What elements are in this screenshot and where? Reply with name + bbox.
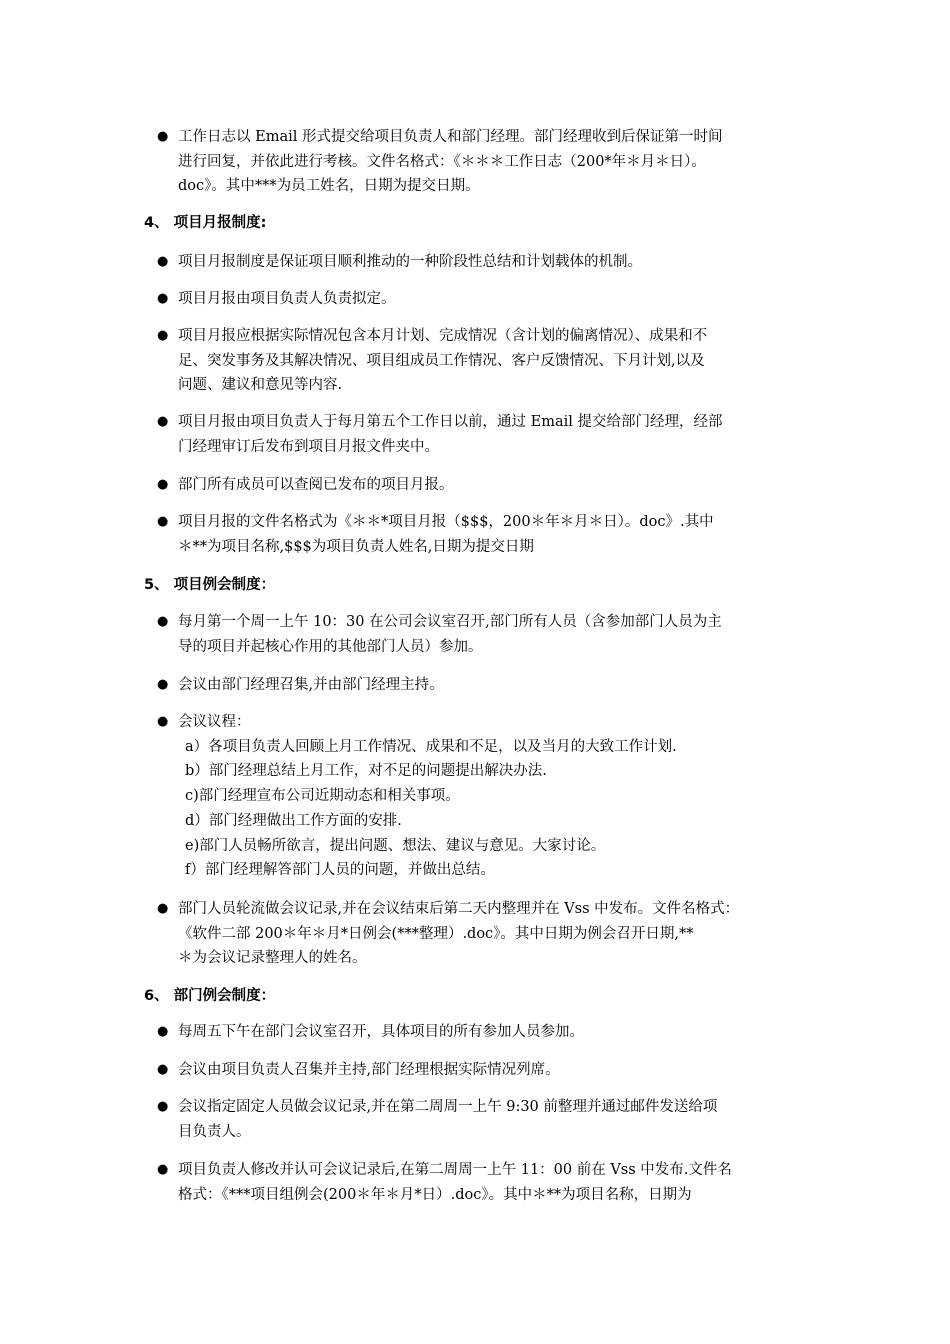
bullet-project-meeting-agenda bbox=[157, 710, 817, 735]
text-line: 足、突发事务及其解决情况、项目组成员工作情况、客户反馈情况、下月计划,以及 bbox=[178, 352, 705, 369]
bullet-dot: ● bbox=[157, 677, 169, 692]
text-line: doc》。其中***为员工姓名，日期为提交日期。 bbox=[178, 178, 480, 194]
bullet-text bbox=[178, 125, 817, 199]
bullet-dot: ● bbox=[157, 1062, 169, 1077]
text-line: 部门所有成员可以查阅已发布的项目月报。 bbox=[178, 477, 454, 493]
bullet-monthly-report-submit bbox=[157, 410, 817, 459]
bullet-dot: ● bbox=[157, 328, 169, 343]
text-line: 每周五下午在部门会议室召开，具体项目的所有参加人员参加。 bbox=[178, 1024, 584, 1040]
bullet-dept-meeting-host bbox=[157, 1058, 817, 1083]
text-line: 项目负责人修改并认可会议记录后,在第二周周一上午 11：00 前在 Vss 中发布.文件名 bbox=[178, 1162, 732, 1178]
bullet-dot: ● bbox=[157, 414, 169, 429]
bullet-dot: ● bbox=[157, 1099, 169, 1114]
bullet-dot: ● bbox=[157, 1024, 169, 1039]
text-line: ＊**为项目名称,$$$为项目负责人姓名,日期为提交日期 bbox=[178, 538, 534, 555]
text-line: 项目月报制度是保证项目顺利推动的一种阶段性总结和计划载体的机制。 bbox=[178, 254, 642, 270]
bullet-dot: ● bbox=[157, 1162, 169, 1177]
text-line: 会议由项目负责人召集并主持,部门经理根据实际情况列席。 bbox=[178, 1062, 560, 1078]
text-line: 《软件二部 200＊年＊月*日例会(***整理）.doc》。其中日期为例会召开日期,** bbox=[178, 925, 694, 942]
agenda-item-b: b）部门经理总结上月工作，对不足的问题提出解决办法. bbox=[185, 763, 547, 779]
bullet-work-log bbox=[157, 125, 817, 199]
bullet-dot: ● bbox=[157, 254, 169, 269]
text-line: 进行回复，并依此进行考核。文件名格式：《＊＊＊工作日志（200*年＊月＊日）。 bbox=[178, 153, 706, 170]
section-heading-5: 5、 项目例会制度： bbox=[144, 577, 276, 593]
bullet-project-meeting-time bbox=[157, 610, 817, 659]
bullet-dot: ● bbox=[157, 129, 169, 144]
bullet-monthly-report-filename bbox=[157, 510, 817, 559]
text-line: 门经理审订后发布到项目月报文件夹中。 bbox=[178, 438, 439, 455]
text-line: 项目月报由项目负责人负责拟定。 bbox=[178, 291, 396, 307]
section-heading-6: 6、 部门例会制度： bbox=[144, 988, 276, 1004]
text-line: 项目月报的文件名格式为《＊＊*项目月报（$$$，200＊年＊月＊日）。doc》.其中 bbox=[178, 514, 714, 530]
bullet-dot: ● bbox=[157, 514, 169, 529]
bullet-project-meeting-host bbox=[157, 673, 817, 698]
text-line: 项目月报应根据实际情况包含本月计划、完成情况（含计划的偏离情况）、成果和不 bbox=[178, 328, 708, 344]
agenda-item-a: a）各项目负责人回顾上月工作情况、成果和不足，以及当月的大致工作计划. bbox=[185, 739, 677, 755]
bullet-dot: ● bbox=[157, 901, 169, 916]
agenda-item-c: c)部门经理宣布公司近期动态和相关事项。 bbox=[185, 788, 460, 804]
bullet-monthly-report-content bbox=[157, 324, 817, 398]
bullet-dept-meeting-publish bbox=[157, 1158, 817, 1207]
text-line: 会议由部门经理召集,并由部门经理主持。 bbox=[178, 677, 444, 693]
text-line: 会议指定固定人员做会议记录,并在第二周周一上午 9:30 前整理并通过邮件发送给项 bbox=[178, 1099, 718, 1115]
bullet-dot: ● bbox=[157, 614, 169, 629]
bullet-dept-meeting-time bbox=[157, 1020, 817, 1045]
agenda-item-f: f）部门经理解答部门人员的问题，并做出总结。 bbox=[185, 862, 495, 878]
agenda-item-d: d）部门经理做出工作方面的安排. bbox=[185, 813, 402, 829]
text-line: ＊为会议记录整理人的姓名。 bbox=[178, 950, 367, 966]
text-line: 会议议程： bbox=[178, 714, 251, 730]
text-line: 每月第一个周一上午 10：30 在公司会议室召开,部门所有人员（含参加部门人员为主 bbox=[178, 614, 722, 630]
bullet-monthly-report-access bbox=[157, 473, 817, 498]
bullet-project-meeting-minutes bbox=[157, 897, 817, 971]
section-heading-4: 4、 项目月报制度: bbox=[144, 215, 267, 231]
bullet-dept-meeting-minutes bbox=[157, 1095, 817, 1144]
agenda-item-e: e)部门人员畅所欲言，提出问题、想法、建议与意见。大家讨论。 bbox=[185, 838, 606, 854]
bullet-monthly-report-system bbox=[157, 250, 817, 275]
text-line: 问题、建议和意见等内容. bbox=[178, 377, 343, 393]
text-line: 格式：《***项目组例会(200＊年＊月*日）.doc》。其中＊**为项目名称，日期为 bbox=[178, 1186, 692, 1203]
bullet-monthly-report-author bbox=[157, 287, 817, 312]
text-line: 工作日志以 Email 形式提交给项目负责人和部门经理。部门经理收到后保证第一时间 bbox=[178, 129, 723, 145]
text-line: 目负责人。 bbox=[178, 1123, 251, 1140]
bullet-dot: ● bbox=[157, 291, 169, 306]
bullet-dot: ● bbox=[157, 477, 169, 492]
bullet-dot: ● bbox=[157, 714, 169, 729]
text-line: 导的项目并起核心作用的其他部门人员）参加。 bbox=[178, 638, 483, 655]
text-line: 项目月报由项目负责人于每月第五个工作日以前，通过 Email 提交给部门经理，经部 bbox=[178, 414, 723, 430]
text-line: 部门人员轮流做会议记录,并在会议结束后第二天内整理并在 Vss 中发布。文件名格式： bbox=[178, 901, 740, 917]
